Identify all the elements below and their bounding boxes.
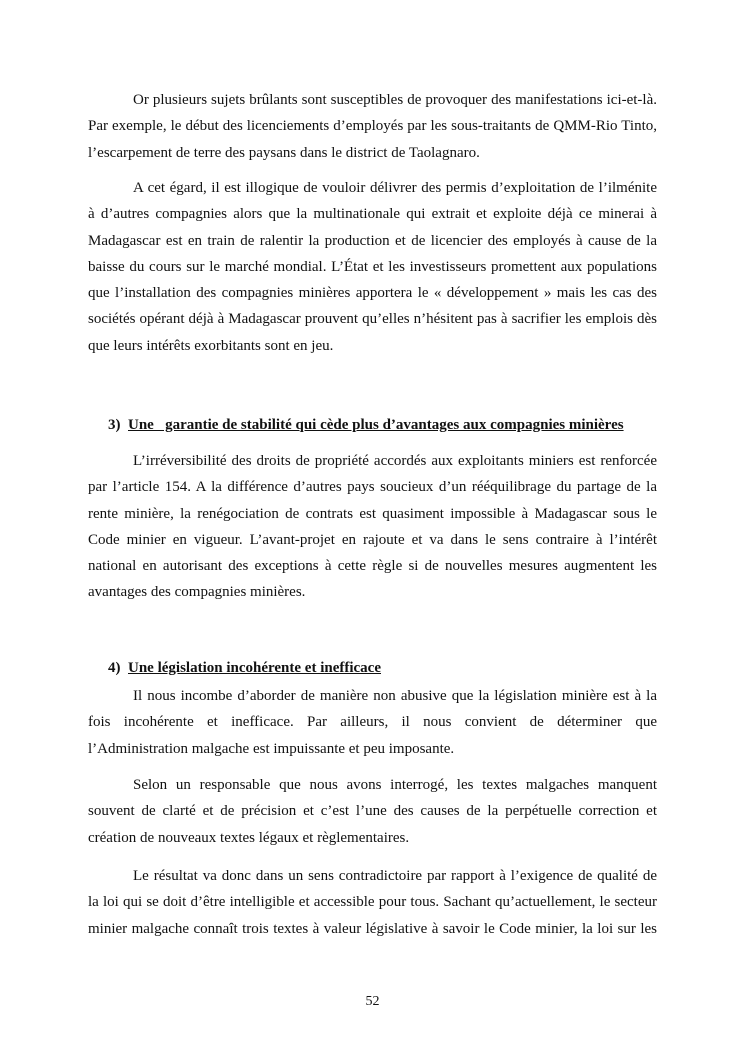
text-line: sociétés opérant déjà à Madagascar prouvent qu’elles n’hésitent pas à sacrifier les emplois dès (88, 311, 657, 328)
paragraph (88, 863, 657, 942)
text-line: création de nouveaux textes légaux et règlementaires. (88, 829, 410, 846)
text-line: Code minier en vigueur. L’avant-projet en rajoute et va dans le sens contraire à l’intérêt (88, 531, 657, 548)
text-line: Or plusieurs sujets brûlants sont susceptibles de provoquer des manifestations ici-et-là. (133, 92, 657, 108)
text-line: baisse du cours sur le marché mondial. L’État et les investisseurs promettent aux populations (88, 258, 657, 275)
heading-title: Une législation incohérente et inefficace (128, 660, 381, 676)
text-line: L’irréversibilité des droits de propriété accordés aux exploitants miniers est renforcée (133, 453, 657, 469)
text-line: Selon un responsable que nous avons interrogé, les textes malgaches manquent (133, 777, 657, 793)
text-line: que leurs intérêts exorbitants sont en jeu. (88, 337, 334, 354)
text-line: Il nous incombe d’aborder de manière non abusive que la législation minière est à la (133, 688, 657, 704)
paragraph (88, 175, 657, 359)
text-line: Par exemple, le début des licenciements d’employés par les sous-traitants de QMM-Rio Tinto, (88, 118, 657, 135)
text-line: fois incohérente et inefficace. Par ailleurs, il nous convient de déterminer que (88, 714, 657, 731)
page-number: 52 (365, 994, 380, 1009)
section-heading-4 (108, 656, 381, 680)
text-line: avantages des compagnies minières. (88, 584, 306, 601)
text-line: à d’autres compagnies alors que la multinationale qui extrait et exploite déjà ce minerai à (88, 206, 657, 223)
text-line: par l’article 154. A la différence d’autres pays soucieux d’un rééquilibrage du partage de la (88, 479, 657, 496)
text-line: minier malgache connaît trois textes à valeur législative à savoir le Code minier, la loi sur les (88, 920, 657, 937)
text-line: l’Administration malgache est impuissante et peu imposante. (88, 740, 455, 757)
paragraph (88, 448, 657, 606)
text-line: national en autorisant des exceptions à cette règle si de nouvelles mesures augmentent les (88, 558, 657, 575)
text-line: rente minière, la renégociation de contrats est quasiment impossible à Madagascar sous le (88, 505, 657, 522)
heading-number: 4) (108, 660, 121, 676)
text-line: souvent de clarté et de précision et c’est l’une des causes de la perpétuelle correction et (88, 803, 657, 820)
paragraph (88, 772, 657, 851)
text-line: Le résultat va donc dans un sens contradictoire par rapport à l’exigence de qualité de (133, 868, 657, 884)
text-line: la loi qui se doit d’être intelligible et accessible pour tous. Sachant qu’actuellement, le secteur (88, 894, 657, 911)
paragraph (88, 87, 657, 166)
text-line: A cet égard, il est illogique de vouloir délivrer des permis d’exploitation de l’ilménite (133, 180, 657, 196)
heading-title: Une garantie de stabilité qui cède plus d’avantages aux compagnies minières (128, 417, 624, 433)
section-heading-3 (108, 413, 624, 437)
text-line: l’escarpement de terre des paysans dans le district de Taolagnaro. (88, 144, 480, 161)
text-line: que l’installation des compagnies minières apportera le « développement » mais les cas des (88, 285, 657, 302)
text-line: Madagascar est en train de ralentir la production et de licencier des employés à cause de la (88, 232, 657, 249)
paragraph (88, 683, 657, 762)
heading-number: 3) (108, 417, 121, 433)
